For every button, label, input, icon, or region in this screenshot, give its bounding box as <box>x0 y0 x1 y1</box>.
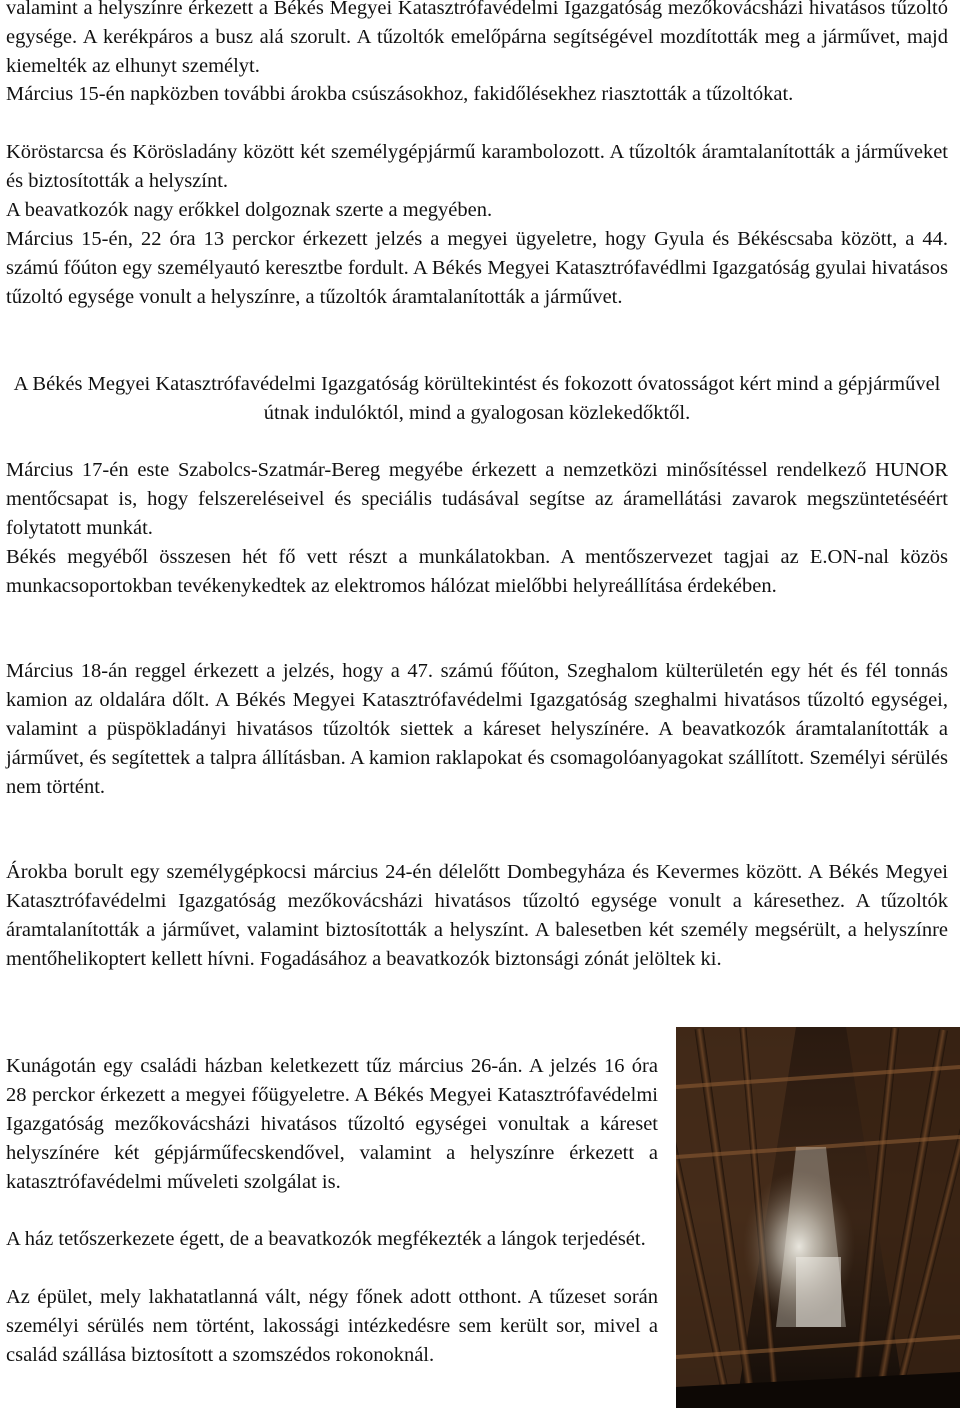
paragraph-building-residents: Az épület, mely lakhatatlanná vált, négy főnek adott otthont. A tűzeset során személyi sérülés nem történt, lakossági intézkedésre sem került sor, mivel a család szállása biztosított a szomszédos rokonoknál. <box>6 1286 658 1366</box>
paragraph-roof-fire: A ház tetőszerkezete égett, de a beavatkozók megfékezték a lángok terjedését. <box>6 1228 646 1250</box>
paragraph-korostarcsa: Köröstarcsa és Körösladány között két személygépjármű karambolozott. A tűzoltók áramtalanították a járműveket és biztosították a helyszínt. <box>6 141 948 192</box>
paragraph-car-in-ditch: Árokba borult egy személygépkocsi március 24-én délelőtt Dombegyháza és Kevermes között. A Békés Megyei Katasztrófavédelmi Igazgatóság mezőkovácsházi hivatásos tűzoltó egysége vonult a káresethez. A tűzoltók áramtalanították a járművet, valamint biztosították a helyszínt. A balesetben két személy megsérült, a helyszínre mentőhelikoptert kellett hívni. Fogadásához a beavatkozók biztonsági zónát jelöltek ki. <box>6 861 948 970</box>
paragraph-bus-accident: valamint a helyszínre érkezett a Békés Megyei Katasztrófavédelmi Igazgatóság mezőkovácsházi hivatásos tűzoltó egysége. A kerékpáros a busz alá szorult. A tűzoltók emelőpárna segítségével mozdították meg a járművet, majd kiemelték az elhunyt személyt. <box>6 0 948 77</box>
paragraph-gyula-bekescsaba: Március 15-én, 22 óra 13 perckor érkezett jelzés a megyei ügyeletre, hogy Gyula és Békéscsaba között, a 44. számú főúton egy személyautó keresztbe fordult. A Békés Megyei Katasztrófavédlmi Igazgatóság gyulai hivatásos tűzoltó egysége vonult a helyszínre, a tűzoltók áramtalanították a járművet. <box>6 228 948 308</box>
paragraph-truck-overturned: Március 18-án reggel érkezett a jelzés, hogy a 47. számú főúton, Szeghalom külterületén egy hét és fél tonnás kamion az oldalára dőlt. A Békés Megyei Katasztrófavédelmi Igazgatóság szeghalmi hivatásos tűzoltó egységei, valamint a püspökladányi hivatásos tűzoltók siettek a káreset helyszínére. A beavatkozók áramtalanították a járművet, és segítettek a talpra állításban. A kamion raklapokat és csomagolóanyagokat szállított. Személyi sérülés nem történt. <box>6 660 948 798</box>
paragraph-hunor-team: Március 17-én este Szabolcs-Szatmár-Bereg megyébe érkezett a nemzetközi minősítéssel rendelkező HUNOR mentőcsapat is, hogy felszereléseivel és speciális tudásával segítse az áramellátási zavarok megszüntetéséért folytatott munkát. <box>6 459 948 539</box>
paragraph-caution-notice: A Békés Megyei Katasztrófavédelmi Igazgatóság körültekintést és fokozott óvatosságot kért mind a gépjárművel útnak indulóktól, mind a gyalogosan közlekedőktől. <box>13 373 941 424</box>
paragraph-eon-work: Békés megyéből összesen hét fő vett részt a munkálatokban. A mentőszervezet tagjai az E.ON-nal közös munkacsoportokban tevékenykedtek az elektromos hálózat mielőbbi helyreállítása érdekében. <box>6 546 948 597</box>
paragraph-responders: A beavatkozók nagy erőkkel dolgoznak szerte a megyében. <box>6 199 493 221</box>
burned-roof-photo <box>676 1027 960 1408</box>
paragraph-kunagota-fire: Kunágotán egy családi házban keletkezett tűz március 26-án. A jelzés 16 óra 28 perckor érkezett a megyei főügyeletre. A Békés Megyei Katasztrófavédelmi Igazgatóság mezőkovácsházi hivatásos tűzoltó egységei vonultak a káreset helyszínére két gépjárműfecskendővel, valamint a helyszínre érkezett a katasztrófavédelmi műveleti szolgálat is. <box>6 1055 658 1193</box>
paragraph-march15-ditch: Március 15-én napközben további árokba csúszásokhoz, fakidőlésekhez riasztották a tűzoltókat. <box>6 83 794 105</box>
